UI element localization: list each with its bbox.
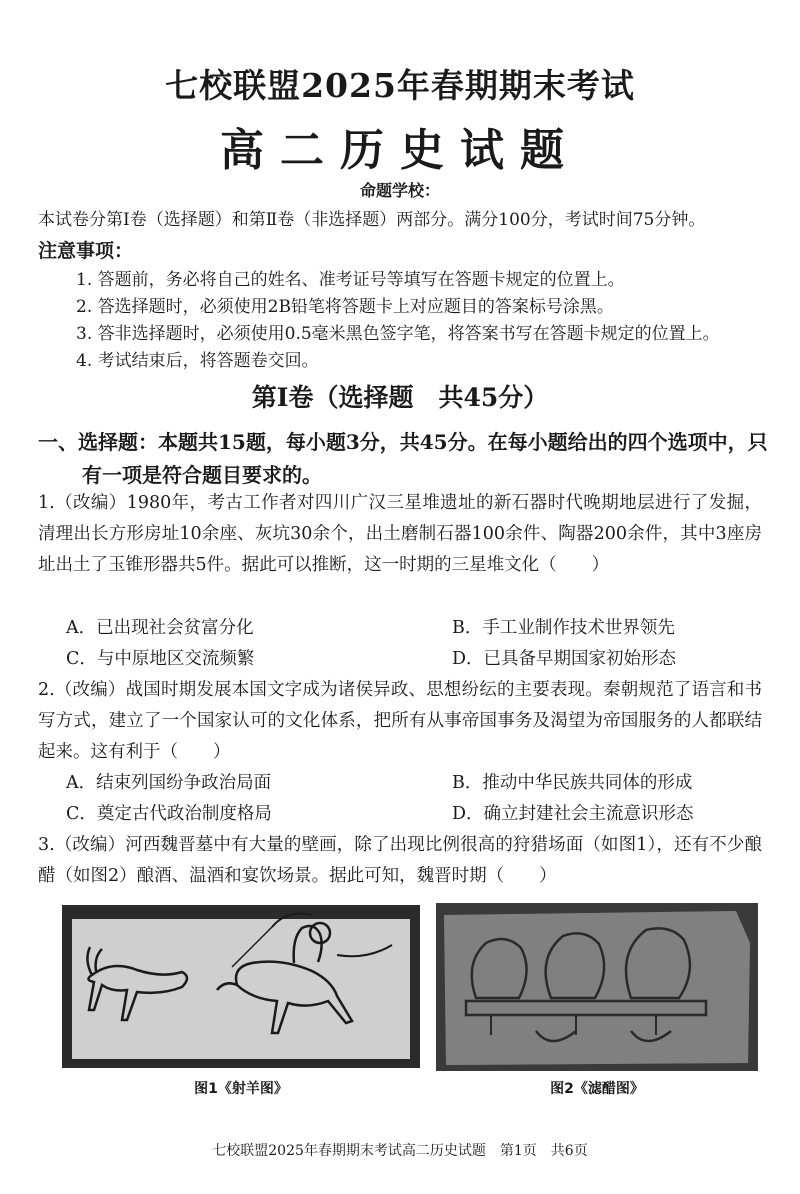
question-1-stem: 1.（改编）1980年，考古工作者对四川广汉三星堆遗址的新石器时代晚期地层进行了发掘，清理出长方形房址10余座、灰坑30余个，出土磨制石器100余件、陶器200余件，其中3座房址出土了玉锥形器共5件。据此可以推断，这一时期的三星堆文化（ ） <box>38 493 762 575</box>
section-heading-text: 一、选择题：本题共15题，每小题3分，共45分。在每小题给出的四个选项中，只有一项是符合题目要求的。 <box>38 430 768 487</box>
question-3-stem: 3.（改编）河西魏晋墓中有大量的壁画，除了出现比例很高的狩猎场面（如图1），还有不少酿醋（如图2）酿酒、温酒和宴饮场景。据此可知，魏晋时期（ ） <box>38 835 762 886</box>
notes-heading: 注意事项： <box>38 240 134 262</box>
page-footer: 七校联盟2025年春期期末考试高二历史试题 第1页 共6页 <box>212 1143 588 1159</box>
exam-subject: 高二历史试题 <box>220 125 580 176</box>
question-2-option-c: C．奠定古代政治制度格局 <box>66 804 272 824</box>
note-item: 2. 答选择题时，必须使用2B铅笔将答题卡上对应题目的答案标号涂黑。 <box>76 297 614 317</box>
part-one-title: 第Ⅰ卷（选择题 共45分） <box>251 383 549 412</box>
note-item: 4. 考试结束后，将答题卷交回。 <box>76 351 319 371</box>
question-2-stem: 2.（改编）战国时期发展本国文字成为诸侯异政、思想纷纭的主要表现。秦朝规范了语言和书写方式，建立了一个国家认可的文化体系，把所有从事帝国事务及渴望为帝国服务的人都联结起来。这有利于（ ） <box>38 680 762 762</box>
setter-school: 命题学校： <box>359 181 440 200</box>
question-1-option-d: D．已具备早期国家初始形态 <box>452 649 677 669</box>
figure-1-caption: 图1《射羊图》 <box>194 1081 288 1097</box>
section-heading <box>38 426 778 492</box>
exam-intro: 本试卷分第Ⅰ卷（选择题）和第Ⅱ卷（非选择题）两部分。满分100分，考试时间75分钟。 <box>38 210 706 230</box>
question-1-option-c: C．与中原地区交流频繁 <box>66 649 255 669</box>
question-2-option-b: B．推动中华民族共同体的形成 <box>452 773 693 793</box>
figure-1-hunting-mural <box>62 905 420 1068</box>
figure-2-vinegar-mural <box>436 903 758 1071</box>
figure-2-caption: 图2《滤醋图》 <box>550 1081 644 1097</box>
question-2-option-d: D．确立封建社会主流意识形态 <box>452 804 694 824</box>
question-1-option-b: B．手工业制作技术世界领先 <box>452 618 675 638</box>
note-item: 3. 答非选择题时，必须使用0.5毫米黑色签字笔，将答案书写在答题卡规定的位置上。 <box>76 324 720 344</box>
exam-title: 七校联盟2025年春期期末考试 <box>165 66 635 105</box>
note-item: 1. 答题前，务必将自己的姓名、准考证号等填写在答题卡规定的位置上。 <box>76 270 625 290</box>
question-2-option-a: A．结束列国纷争政治局面 <box>66 773 272 793</box>
question-1-option-a: A．已出现社会贫富分化 <box>66 618 254 638</box>
